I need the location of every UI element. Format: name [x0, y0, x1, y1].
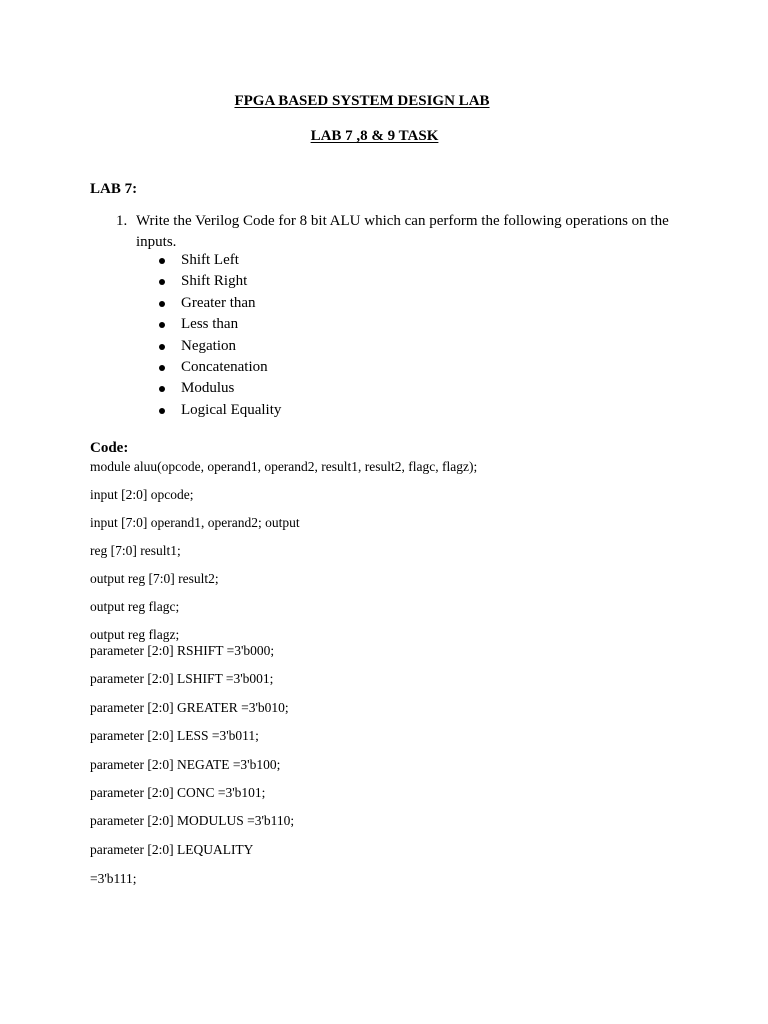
code-line: input [7:0] operand1, operand2; output: [90, 515, 300, 530]
document-subtitle: [0, 128, 749, 145]
code-line: parameter [2:0] LESS =3'b011;: [90, 728, 259, 743]
code-line: parameter [2:0] LEQUALITY: [90, 842, 254, 857]
bullet-icon: [159, 279, 165, 285]
code-heading: Code:: [90, 440, 129, 456]
code-line: parameter [2:0] NEGATE =3'b100;: [90, 757, 281, 772]
code-line: output reg [7:0] result2;: [90, 571, 219, 586]
bullet-icon: [159, 301, 165, 307]
question-item: [116, 211, 696, 253]
code-line: parameter [2:0] MODULUS =3'b110;: [90, 813, 295, 828]
question-number: 1.: [116, 213, 128, 229]
list-item: [157, 357, 281, 378]
list-item: [157, 314, 281, 335]
operation-label: Shift Left: [181, 252, 239, 268]
list-item: [157, 336, 281, 357]
code-line: parameter [2:0] CONC =3'b101;: [90, 785, 266, 800]
code-line: input [2:0] opcode;: [90, 487, 194, 502]
operation-label: Logical Equality: [181, 401, 282, 418]
document-title: [0, 93, 724, 110]
list-item: [157, 400, 281, 421]
operation-label: Greater than: [181, 294, 256, 311]
code-line: reg [7:0] result1;: [90, 543, 181, 558]
code-line: output reg flagc;: [90, 599, 180, 614]
list-item: [157, 378, 281, 399]
code-line: output reg flagz;: [90, 627, 180, 642]
code-line: module aluu(opcode, operand1, operand2, result1, result2, flagc, flagz);: [90, 459, 478, 474]
operation-label: Less than: [181, 316, 239, 333]
bullet-icon: [159, 258, 165, 264]
code-line: parameter [2:0] RSHIFT =3'b000;: [90, 643, 275, 658]
bullet-icon: [159, 322, 165, 328]
operation-label: Modulus: [181, 380, 235, 397]
code-line: parameter [2:0] GREATER =3'b010;: [90, 700, 289, 715]
list-item: [157, 250, 281, 271]
list-item: [157, 271, 281, 292]
code-line: parameter [2:0] LSHIFT =3'b001;: [90, 671, 274, 686]
bullet-icon: [159, 386, 165, 392]
code-line: =3'b111;: [90, 871, 137, 886]
document-subtitle-text: LAB 7 ,8 & 9 TASK: [310, 128, 439, 144]
bullet-icon: [159, 344, 165, 350]
bullet-icon: [159, 365, 165, 371]
operation-label: Negation: [181, 337, 236, 354]
list-item: [157, 293, 281, 314]
question-text: Write the Verilog Code for 8 bit ALU which can perform the following operations on the inputs.: [136, 213, 669, 250]
operation-label: Concatenation: [181, 358, 268, 375]
operations-list: [157, 250, 281, 421]
bullet-icon: [159, 408, 165, 414]
document-title-text: FPGA BASED SYSTEM DESIGN LAB: [234, 93, 490, 109]
operation-label: Shift Right: [181, 273, 248, 290]
section-heading: LAB 7:: [90, 181, 138, 197]
